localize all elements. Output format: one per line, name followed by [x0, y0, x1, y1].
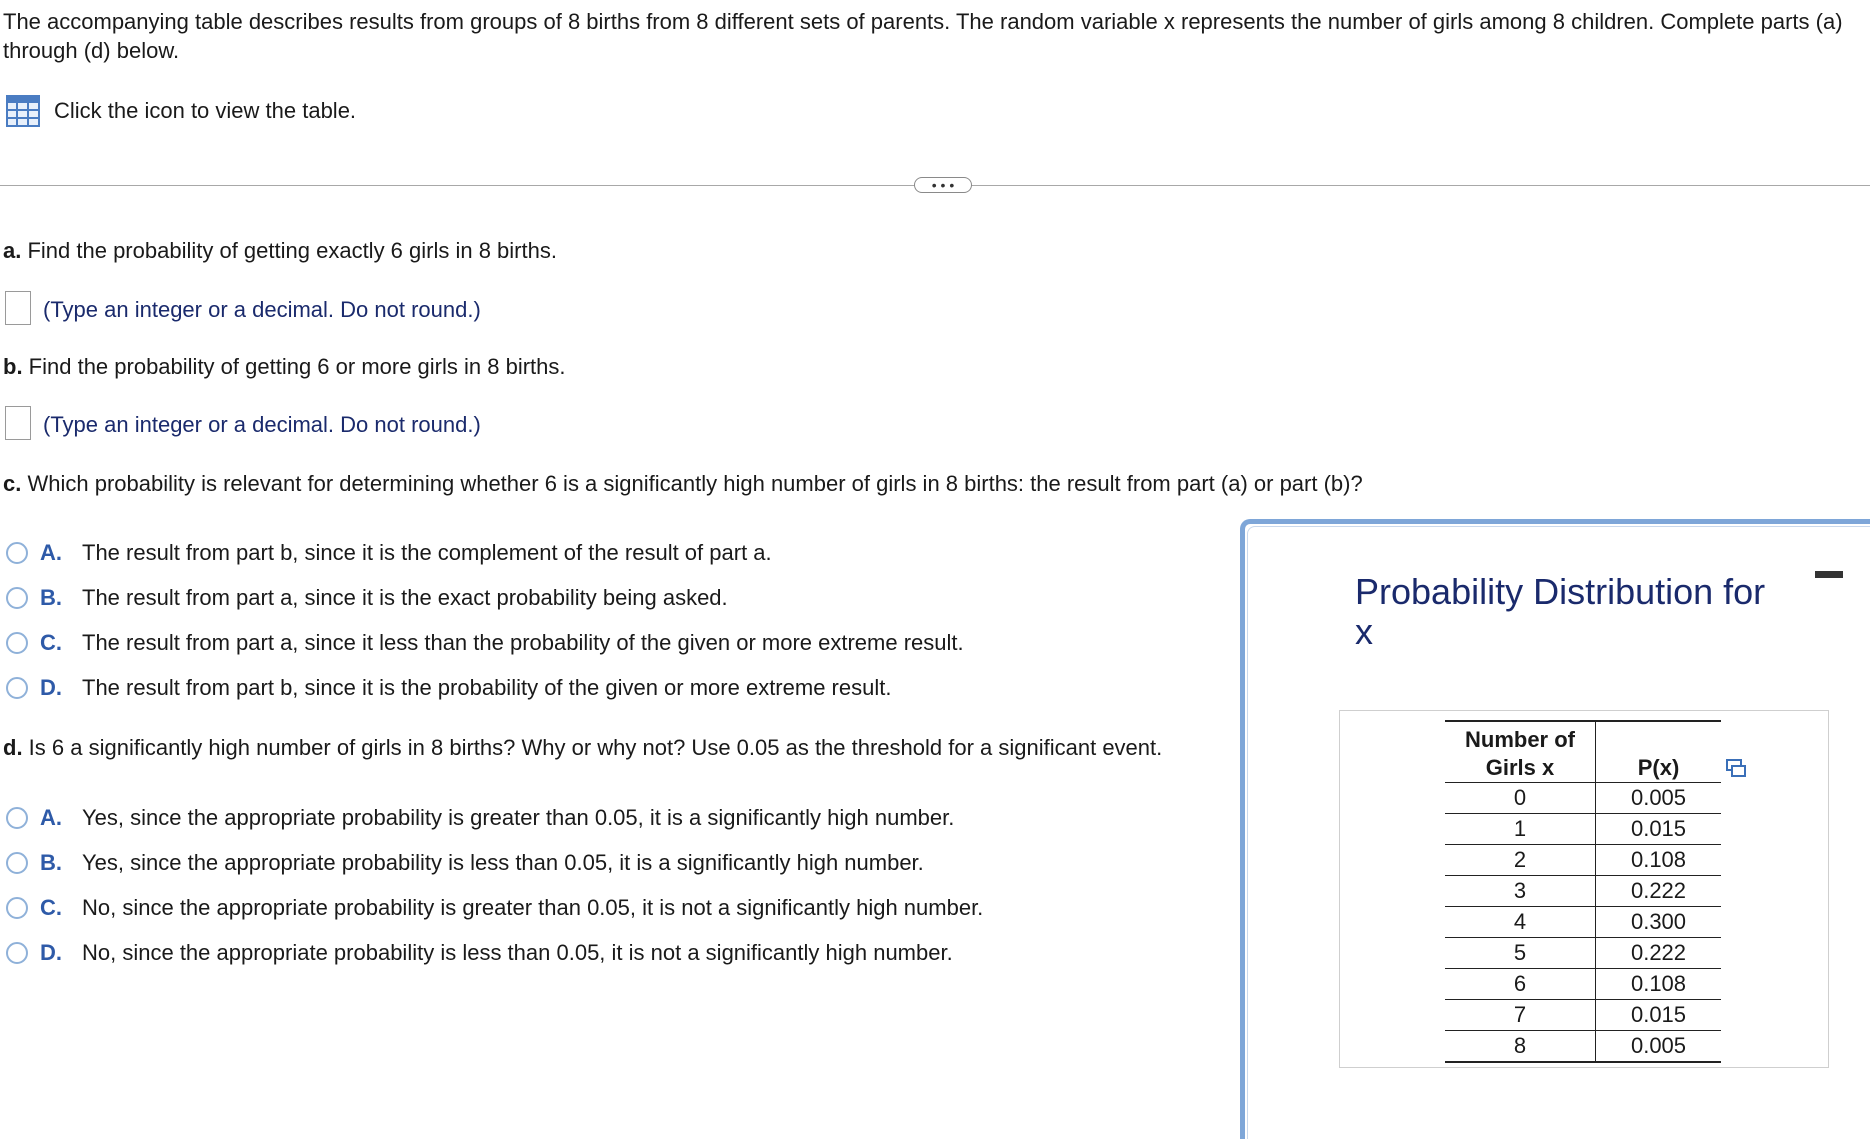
option-text[interactable]: The result from part b, since it is the probability of the given or more extreme result. — [82, 675, 892, 700]
table-row — [1445, 845, 1721, 876]
cell-x: 3 — [1445, 876, 1596, 907]
part-d-question — [3, 735, 1162, 761]
option-letter: A. — [40, 805, 62, 830]
cell-x: 0 — [1445, 783, 1596, 814]
cell-p: 0.222 — [1596, 876, 1722, 907]
part-b-letter: b. — [3, 354, 23, 379]
cell-x: 4 — [1445, 907, 1596, 938]
cell-p: 0.015 — [1596, 814, 1722, 845]
cell-p: 0.222 — [1596, 938, 1722, 969]
table-row — [1445, 1031, 1721, 1063]
radio-icon[interactable] — [6, 677, 28, 699]
option-letter: D. — [40, 940, 62, 965]
expand-button[interactable]: • • • — [914, 177, 972, 193]
part-d-option-a[interactable] — [6, 803, 954, 833]
part-b-text: Find the probability of getting 6 or more girls in 8 births. — [22, 354, 566, 379]
copy-icon[interactable] — [1725, 758, 1747, 780]
option-letter: C. — [40, 630, 62, 655]
part-a-text: Find the probability of getting exactly 6 girls in 8 births. — [21, 238, 557, 263]
option-text[interactable]: The result from part a, since it less than the probability of the given or more extreme result. — [82, 630, 964, 655]
part-a-hint: (Type an integer or a decimal. Do not round.) — [43, 297, 481, 322]
table-row — [1445, 876, 1721, 907]
cell-p: 0.005 — [1596, 783, 1722, 814]
table-row — [1445, 814, 1721, 845]
table-row — [1445, 938, 1721, 969]
part-c-question — [3, 471, 1363, 497]
part-d-option-c[interactable] — [6, 893, 983, 923]
header-girls-x — [1445, 721, 1596, 783]
cell-x: 5 — [1445, 938, 1596, 969]
minimize-icon[interactable] — [1815, 571, 1843, 578]
part-d-option-b[interactable] — [6, 848, 924, 878]
cell-p: 0.108 — [1596, 969, 1722, 1000]
table-row — [1445, 907, 1721, 938]
part-c-option-a[interactable] — [6, 538, 772, 568]
distribution-table — [1445, 720, 1721, 1063]
part-d-letter: d. — [3, 735, 23, 760]
option-text[interactable]: The result from part a, since it is the exact probability being asked. — [82, 585, 728, 610]
radio-icon[interactable] — [6, 632, 28, 654]
radio-icon[interactable] — [6, 897, 28, 919]
table-header-row — [1445, 721, 1721, 783]
table-row — [1445, 783, 1721, 814]
cell-x: 6 — [1445, 969, 1596, 1000]
cell-p: 0.005 — [1596, 1031, 1722, 1063]
cell-p: 0.300 — [1596, 907, 1722, 938]
table-row — [1445, 969, 1721, 1000]
radio-icon[interactable] — [6, 587, 28, 609]
part-d-text: Is 6 a significantly high number of girls in 8 births? Why or why not? Use 0.05 as the threshold for a significant event. — [22, 735, 1163, 760]
option-text[interactable]: The result from part b, since it is the complement of the result of part a. — [82, 540, 772, 565]
problem-statement: The accompanying table describes results from groups of 8 births from 8 different sets of parents. The random variable x represents the number of girls among 8 children. Complete parts (a) through (d) below. — [3, 9, 1843, 63]
view-table-link[interactable] — [6, 94, 356, 128]
header-px: P(x) — [1596, 721, 1722, 783]
part-b-hint: (Type an integer or a decimal. Do not round.) — [43, 412, 481, 437]
radio-icon[interactable] — [6, 942, 28, 964]
cell-p: 0.015 — [1596, 1000, 1722, 1031]
panel-title-line2: x — [1355, 611, 1373, 652]
panel-title-line1: Probability Distribution for — [1355, 571, 1766, 612]
option-letter: D. — [40, 675, 62, 700]
part-a-letter: a. — [3, 238, 22, 263]
cell-p: 0.108 — [1596, 845, 1722, 876]
cell-x: 2 — [1445, 845, 1596, 876]
part-c-letter: c. — [3, 471, 22, 496]
header-girls-x-line1: Number of — [1465, 727, 1575, 752]
option-letter: A. — [40, 540, 62, 565]
radio-icon[interactable] — [6, 542, 28, 564]
view-table-label[interactable]: Click the icon to view the table. — [54, 98, 357, 123]
cell-x: 7 — [1445, 1000, 1596, 1031]
part-c-option-b[interactable] — [6, 583, 728, 613]
part-a-question — [3, 238, 557, 264]
option-text[interactable]: Yes, since the appropriate probability is greater than 0.05, it is a significantly high number. — [82, 805, 955, 830]
radio-icon[interactable] — [6, 852, 28, 874]
header-girls-x-line2: Girls x — [1485, 755, 1555, 780]
option-letter: C. — [40, 895, 62, 920]
panel-title — [1355, 572, 1815, 652]
option-text[interactable]: No, since the appropriate probability is greater than 0.05, it is not a significantly high number. — [82, 895, 984, 920]
part-a-answer-input[interactable] — [5, 291, 31, 325]
table-row — [1445, 1000, 1721, 1031]
option-text[interactable]: No, since the appropriate probability is less than 0.05, it is not a significantly high number. — [82, 940, 953, 965]
part-c-text: Which probability is relevant for determining whether 6 is a significantly high number of girls in 8 births: the result from part (a) or part (b)? — [21, 471, 1363, 496]
option-letter: B. — [40, 850, 62, 875]
part-d-option-d[interactable] — [6, 938, 953, 968]
part-c-option-d[interactable] — [6, 673, 891, 703]
option-text[interactable]: Yes, since the appropriate probability is less than 0.05, it is a significantly high number. — [82, 850, 924, 875]
option-letter: B. — [40, 585, 62, 610]
radio-icon[interactable] — [6, 807, 28, 829]
part-b-question — [3, 354, 566, 380]
cell-x: 1 — [1445, 814, 1596, 845]
cell-x: 8 — [1445, 1031, 1596, 1063]
part-c-option-c[interactable] — [6, 628, 964, 658]
table-grid-icon[interactable] — [6, 95, 40, 127]
part-b-answer-input[interactable] — [5, 406, 31, 440]
